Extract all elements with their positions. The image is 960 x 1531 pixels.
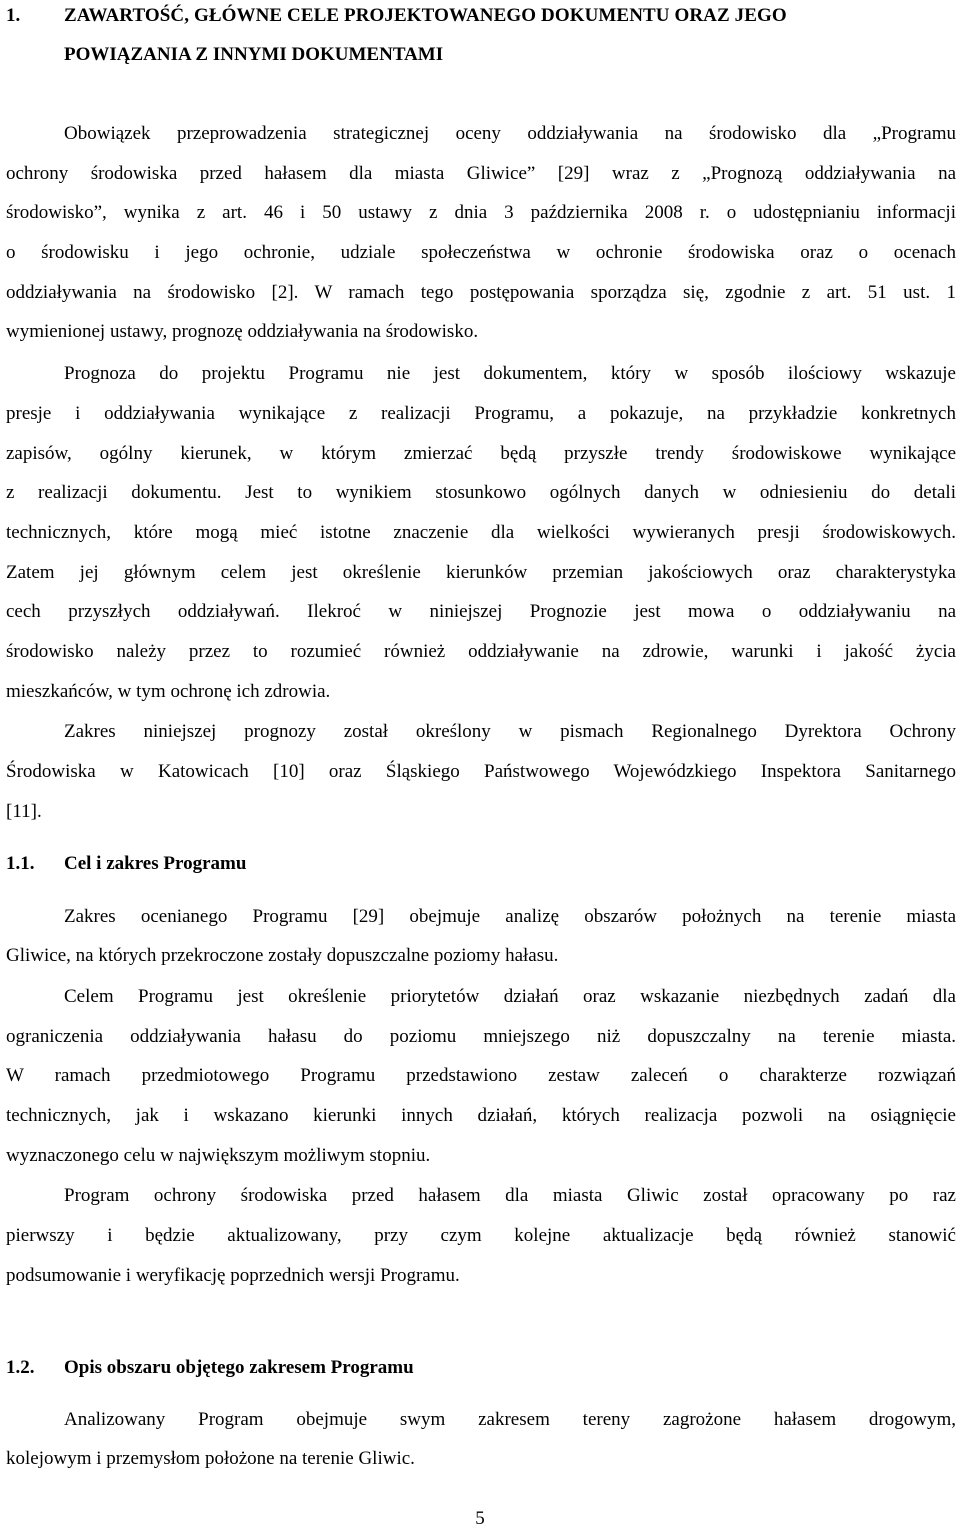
text-line: oddziaływania na środowisko [2]. W ramach tego postępowania sporządza się, zgodnie z art. 51 ust. 1 bbox=[6, 282, 956, 303]
text-line: Analizowany Program obejmuje swym zakresem tereny zagrożone hałasem drogowym, bbox=[64, 1409, 956, 1430]
text-line: Prognoza do projektu Programu nie jest dokumentem, który w sposób ilościowy wskazuje bbox=[64, 363, 956, 384]
text-line: wymienionej ustawy, prognozę oddziaływania na środowisko. bbox=[6, 321, 479, 342]
text-line: podsumowanie i weryfikację poprzednich wersji Programu. bbox=[6, 1265, 460, 1286]
text-line: zapisów, ogólny kierunek, w którym zmierzać będą przyszłe trendy środowiskowe wynikające bbox=[6, 443, 956, 464]
text-line: presje i oddziaływania wynikające z realizacji Programu, a pokazuje, na przykładzie konkretnych bbox=[6, 403, 956, 424]
text-line: mieszkańców, w tym ochronę ich zdrowia. bbox=[6, 681, 331, 702]
text-line: Obowiązek przeprowadzenia strategicznej oceny oddziaływania na środowisko dla „Programu bbox=[64, 123, 956, 144]
text-line: cech przyszłych oddziaływań. Ilekroć w niniejszej Prognozie jest mowa o oddziaływaniu na bbox=[6, 601, 956, 622]
text-line: technicznych, jak i wskazano kierunki innych działań, których realizacja pozwoli na osiągnięcie bbox=[6, 1105, 956, 1126]
text-line: Program ochrony środowiska przed hałasem dla miasta Gliwic został opracowany po raz bbox=[64, 1185, 956, 1206]
section-number: 1.1. bbox=[6, 853, 35, 874]
section-title-line-1: ZAWARTOŚĆ, GŁÓWNE CELE PROJEKTOWANEGO DOKUMENTU ORAZ JEGO bbox=[64, 5, 787, 26]
text-line: Gliwice, na których przekroczone zostały dopuszczalne poziomy hałasu. bbox=[6, 945, 559, 966]
text-line: wyznaczonego celu w największym możliwym stopniu. bbox=[6, 1145, 431, 1166]
text-line: Środowiska w Katowicach [10] oraz Śląskiego Państwowego Wojewódzkiego Inspektora Sanitarnego bbox=[6, 761, 956, 782]
section-title: Cel i zakres Programu bbox=[64, 853, 247, 874]
text-line: środowisko”, wynika z art. 46 i 50 ustawy z dnia 3 października 2008 r. o udostępnianiu informacji bbox=[6, 202, 956, 223]
text-line: Zakres ocenianego Programu [29] obejmuje analizę obszarów położnych na terenie miasta bbox=[64, 906, 956, 927]
text-line: ograniczenia oddziaływania hałasu do poziomu mniejszego niż dopuszczalny na terenie miasta. bbox=[6, 1026, 956, 1047]
section-title: Opis obszaru objętego zakresem Programu bbox=[64, 1357, 414, 1378]
text-line: Zakres niniejszej prognozy został określony w pismach Regionalnego Dyrektora Ochrony bbox=[64, 721, 956, 742]
text-line: Celem Programu jest określenie priorytetów działań oraz wskazanie niezbędnych zadań dla bbox=[64, 986, 956, 1007]
text-line: kolejowym i przemysłom położone na terenie Gliwic. bbox=[6, 1448, 415, 1469]
text-line: [11]. bbox=[6, 801, 42, 822]
text-line: W ramach przedmiotowego Programu przedstawiono zestaw zaleceń o charakterze rozwiązań bbox=[6, 1065, 956, 1086]
section-number: 1.2. bbox=[6, 1357, 35, 1378]
section-title-line-2: POWIĄZANIA Z INNYMI DOKUMENTAMI bbox=[64, 44, 444, 65]
text-line: środowisko należy przez to rozumieć również oddziaływanie na zdrowie, warunki i jakość życia bbox=[6, 641, 956, 662]
page-number: 5 bbox=[475, 1508, 485, 1529]
text-line: pierwszy i będzie aktualizowany, przy czym kolejne aktualizacje będą również stanowić bbox=[6, 1225, 956, 1246]
text-line: Zatem jej głównym celem jest określenie kierunków przemian jakościowych oraz charakterystyka bbox=[6, 562, 956, 583]
text-line: ochrony środowiska przed hałasem dla miasta Gliwice” [29] wraz z „Prognozą oddziaływania na bbox=[6, 163, 956, 184]
text-line: z realizacji dokumentu. Jest to wynikiem stosunkowo ogólnych danych w odniesieniu do detali bbox=[6, 482, 956, 503]
text-line: technicznych, które mogą mieć istotne znaczenie dla wielkości wywieranych presji środowiskowych. bbox=[6, 522, 956, 543]
section-number: 1. bbox=[6, 5, 21, 26]
text-line: o środowisku i jego ochronie, udziale społeczeństwa w ochronie środowiska oraz o ocenach bbox=[6, 242, 956, 263]
